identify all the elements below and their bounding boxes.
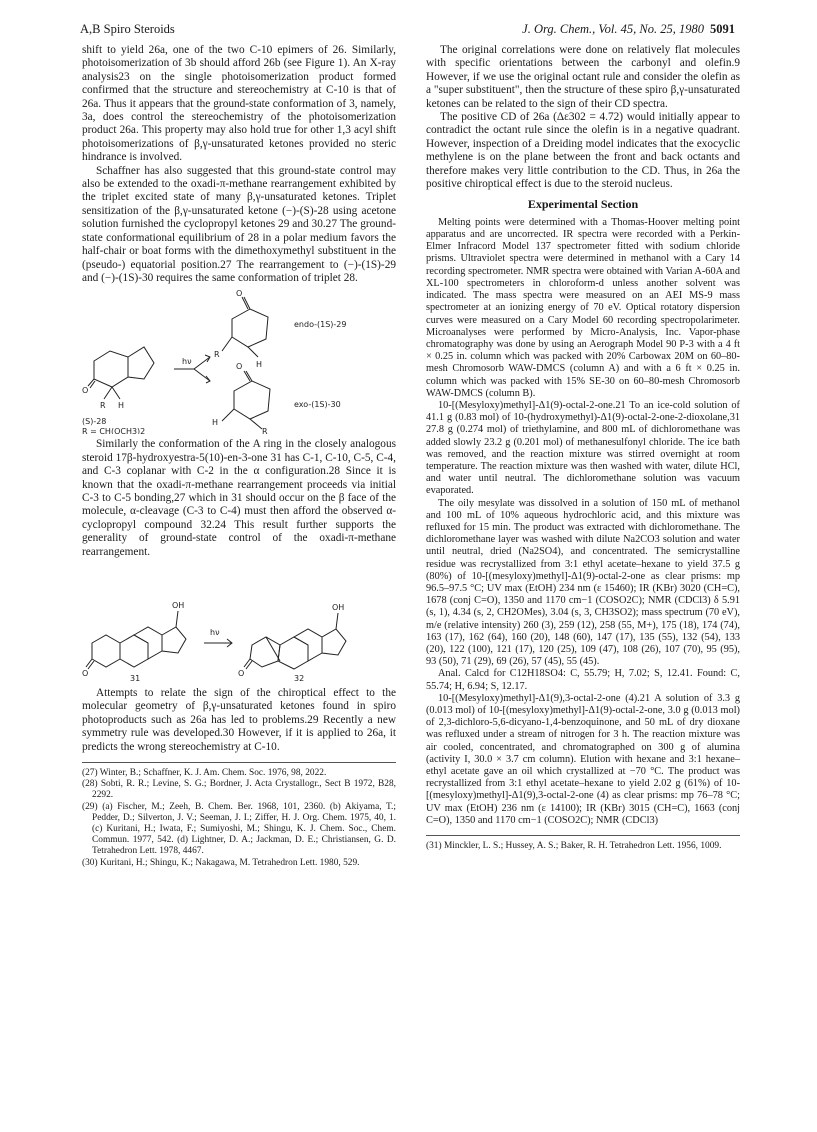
paragraph: Schaffner has also suggested that this ground-state control may also be extended to the oxadi-π-methane rearrangement exhibited by the triplet excited state of many β,γ-unsaturated ketones. Triplet sensitization of the β,γ-unsaturated ketone (−)-(S)-28 using acetone solution furnished the cyclopropyl ketones 29 and 30.27 The ground-state conformational equilibrium of 28 in a polar medium favors the half-chair or boat forms with the dimethoxymethyl substituent in the (pseudo-) equatorial position.27 The rearrangement to (−)-(1S)-29 and (−)-(1S)-30 requires the same conformation of triplet 28. bbox=[82, 164, 396, 284]
paragraph: 10-[(Mesyloxy)methyl]-Δ1(9)-octal-2-one.21 To an ice-cold solution of 41.1 g (0.83 mol) of 10-(hydroxymethyl)-Δ1(9)-octal-2-one-2-dioxolane,31 27.8 g (0.274 mol) of triethylamine, and 800 mL of dichloromethane was added slowly 23.2 g (0.201 mol) of methanesulfonyl chloride. The ice bath was removed, and the reaction mixture was stirred overnight at room temperature. The reaction mixture was then washed with water, dilute HCl, and water until neutral. The dichloromethane solution was vacuum evaporated. bbox=[426, 399, 740, 497]
paragraph: Similarly the conformation of the A ring in the closely analogous steroid 17β-hydroxyestra-5(10)-en-3-one 31 has C-1, C-10, C-5, C-4, and C-3 coplanar with C-2 in the α configuration.28 Since it is known that the oxadi-π-methane rearrangement proceeds via initial C-3 to C-5 bonding,27 which in 31 should occur on the β face of the molecule, α-cleavage (C-3 to C-4) must then afford the observed α-cyclopropyl compound 32.24 This result further supports the generality of ground-state control of the oxadi-π-methane rearrangement. bbox=[82, 438, 396, 558]
atom-r-label: R bbox=[214, 350, 220, 360]
atom-h-label: H bbox=[256, 360, 263, 370]
experimental-section bbox=[426, 198, 740, 827]
footnotes-left bbox=[82, 762, 396, 869]
compound-31-label: 31 bbox=[130, 673, 141, 683]
endo-29-label: endo-(1S)-29 bbox=[294, 320, 347, 330]
footnote: (31) Minckler, L. S.; Hussey, A. S.; Baker, R. H. Tetrahedron Lett. 1956, 1009. bbox=[426, 841, 722, 852]
paragraph: Anal. Calcd for C12H18SO4: C, 55.79; H, 7.02; S, 12.41. Found: C, 55.74; H, 6.94; S, 12.17. bbox=[426, 668, 740, 692]
structure-28 bbox=[82, 347, 154, 410]
scheme-oxadi-pi-methane bbox=[82, 289, 396, 434]
atom-o-label: O bbox=[238, 668, 245, 678]
atom-o-label: O bbox=[236, 362, 243, 372]
page-number: 5091 bbox=[710, 22, 735, 36]
paragraph: The positive CD of 26a (Δε302 = 4.72) would initially appear to contradict the octant rule since the olefin is in a negative quadrant. However, inspection of a Dreiding model indicates that the exocyclic methylene is on the plane between the front and back octants and therefore makes very little contribution to the CD. Thus, in 26a the positive chiroptical effect is due to the steroid nucleus. bbox=[426, 111, 740, 191]
s-28-label: (S)-28 bbox=[82, 417, 107, 427]
atom-h-label: H bbox=[212, 418, 219, 428]
atom-o-label: O bbox=[82, 668, 89, 678]
exo-30-label: exo-(1S)-30 bbox=[294, 400, 341, 410]
compound-32-label: 32 bbox=[294, 673, 305, 683]
oh-label: OH bbox=[332, 602, 345, 612]
footnote: (29) (a) Fischer, M.; Zeeh, B. Chem. Ber. 1968, 101, 2360. (b) Akiyama, T.; Pedder, D.; Silverton, J. V.; Seeman, J. I.; Ziffer, H. J. Org. Chem. 1975, 40, 1. (c) Kuritani, H.; Iwata, F.; Sumiyoshi, M.; Shingu, K. J. Chem. Soc., Chem. Commun. 1977, 542. (d) Lightner, D. A.; Jackman, D. E.; Christiansen, G. D. Tetrahedron Lett. 1978, 4467. bbox=[82, 801, 396, 857]
hv-label: hν bbox=[182, 357, 192, 367]
atom-r-label: R bbox=[262, 427, 268, 435]
left-column bbox=[82, 44, 396, 869]
footnote: (30) Kuritani, H.; Shingu, K.; Nakagawa, M. Tetrahedron Lett. 1980, 529. bbox=[82, 857, 360, 868]
paragraph: Attempts to relate the sign of the chiroptical effect to the molecular geometry of β,γ-unsaturated ketones found in spiro photoproducts such as 26a has led to problems.29 Recently a new symmetry rule was developed.30 However, if it is applied to 26a, it predicts the wrong stereochemistry at C-10. bbox=[82, 686, 396, 753]
structure-exo-30 bbox=[212, 362, 270, 434]
running-head: A,B Spiro Steroids bbox=[80, 22, 175, 36]
journal-citation bbox=[522, 22, 735, 37]
structure-31 bbox=[82, 601, 186, 678]
atom-o-label: O bbox=[236, 289, 243, 299]
atom-r-label: R bbox=[100, 401, 106, 411]
journal-name: J. Org. Chem., Vol. 45, No. 25, 1980 bbox=[522, 22, 704, 36]
paragraph: The original correlations were done on relatively flat molecules with specific orientations between the carbonyl and olefin.9 However, if we use the original octant rule and consider the olefin as a "super substituent", then the structure of these spiro β,γ-unsaturated ketones can be related to the sign of their CD spectra. bbox=[426, 44, 740, 110]
section-heading: Experimental Section bbox=[527, 197, 639, 212]
paragraph: The oily mesylate was dissolved in a solution of 150 mL of methanol and 100 mL of 10% aqueous hydrochloric acid, and this mixture was refluxed for 15 min. The product was extracted with dichloromethane. The dichloromethane layer was washed with dilute Na2CO3 solution and water until neutral, dried (Na2SO4), and concentrated. The semicrystalline residue was recrystallized from 3:1 ethyl acetate–hexane to yield 37.5 g (80%) of 10-[(mesyloxy)methyl]-Δ1(9)-octal-2-one as clear prisms: mp 96.5–97.5 °C; UV max (EtOH) 234 nm (ε 15460); IR (KBr) 3020 (CH=C), 1678 (conj C=O), 1350 and 1170 cm−1 (COSO2C); NMR (CDCl3) δ 5.91 (s, 1), 4.34 (s, 2, CH2OMes), 3.04 (s, 3, CH3SO2); mass spectrum (70 eV), m/e (relative intensity) 260 (3), 259 (12), 258 (55, M+), 175 (18), 174 (74), 163 (17), 162 (64), 160 (20), 148 (60), 147 (17), 135 (55), 132 (54), 133 (20), 122 (100), 121 (17), 120 (25), 109 (47), 108 (26), 107 (70), 95 (95), 93 (50), 71 (29), 69 (26), 57 (45), 55 (45). bbox=[426, 497, 740, 668]
atom-h-label: H bbox=[118, 401, 125, 411]
paragraph: Melting points were determined with a Thomas-Hoover melting point apparatus and are uncorrected. IR spectra were recorded with a Perkin-Elmer Infracord Model 137 spectrometer fitted with sodium chloride prisms. Ultraviolet spectra were determined in methanol with a Cary 14 recording spectrometer. NMR spectra were obtained with Varian A-60A and XL-100 spectrometers in chloroform-d unless another solvent was indicated. The mass spectra were measured on an AEI MS-9 mass spectrometer at an ionizing energy of 70 eV. Optical rotatory dispersion curves were measured on a Cary Model 60 recording spectropolarimeter. Microanalyses were performed by Micro-Analysis, Inc. Vapor-phase chromatography was done by using an Aerograph Model 90 P-3 with a 4 ft × 0.25 in. column which was packed with 20% Carbowax 20M on 60–80-mesh Chromosorb WAW-DMCS (column A) and with a 6 ft × 0.25 in. column which was packed with 15% SE-30 on 60–80-mesh Chromosorb WAW-DMCS (column B). bbox=[426, 216, 740, 399]
paragraph: shift to yield 26a, one of the two C-10 epimers of 26. Similarly, photoisomerization of 3b should afford 26b (see Figure 1). An X-ray analysis23 on the single photoisomerization product formed confirmed that the structure and stereochemistry at C-10 is that of 26a. Thus it appears that the ground-state conformation of 3, namely, 3a, does control the stereochemistry of the photoisomerization product 26a. This property may also hold true for other 1,3 acyl shift photoisomerizations of β,γ-unsaturated ketones provided no steric hindrance is involved. bbox=[82, 44, 396, 164]
paragraph: 10-[(Mesyloxy)methyl]-Δ1(9),3-octal-2-one (4).21 A solution of 3.3 g (0.013 mol) of 10-[(mesyloxy)methyl]-Δ1(9)-octal-2-one, 3.0 g (0.013 mol) of 2,3-dichloro-5,6-dicyano-1,4-benzoquinone, and 50 mL of dry dioxane was refluxed under a stream of nitrogen for 3 h. The reaction mixture was air cooled, concentrated, and chromatographed on 300 g of alumina (activity I, 30.0 × 3.7 cm column). Elution with hexane and 3:1 hexane–ethyl acetate gave an oil which crystallized at −70 °C. The product was recrystallized from 3:1 ethyl acetate–hexane to yield 2.02 g (61%) of 10-[(mesyloxy)methyl]-Δ1(9),3-octal-2-one (4) as clear prisms: mp 76–78 °C; UV max (EtOH) 236 nm (ε 14100); IR (KBr) 3015 (CH=C), 1663 (conj C=O), 1350 and 1170 cm−1 (COSO2C); NMR (CDCl3) bbox=[426, 692, 740, 826]
atom-o-label: O bbox=[82, 386, 89, 396]
hv-label: hν bbox=[210, 627, 220, 637]
right-column bbox=[426, 44, 740, 852]
oh-label: OH bbox=[172, 600, 185, 610]
scheme-steroid-rearrangement bbox=[82, 563, 396, 683]
footnotes-right bbox=[426, 835, 740, 852]
footnote: (27) Winter, B.; Schaffner, K. J. Am. Chem. Soc. 1976, 98, 2022. bbox=[82, 768, 327, 778]
footnote: (28) Sobti, R. R.; Levine, S. G.; Bordner, J. Acta Crystallogr., Sect B 1972, B28, 2292. bbox=[82, 779, 396, 801]
structure-endo-29 bbox=[214, 289, 268, 372]
r-definition: R = CH(OCH3)2 bbox=[82, 427, 146, 435]
structure-32 bbox=[238, 603, 346, 678]
